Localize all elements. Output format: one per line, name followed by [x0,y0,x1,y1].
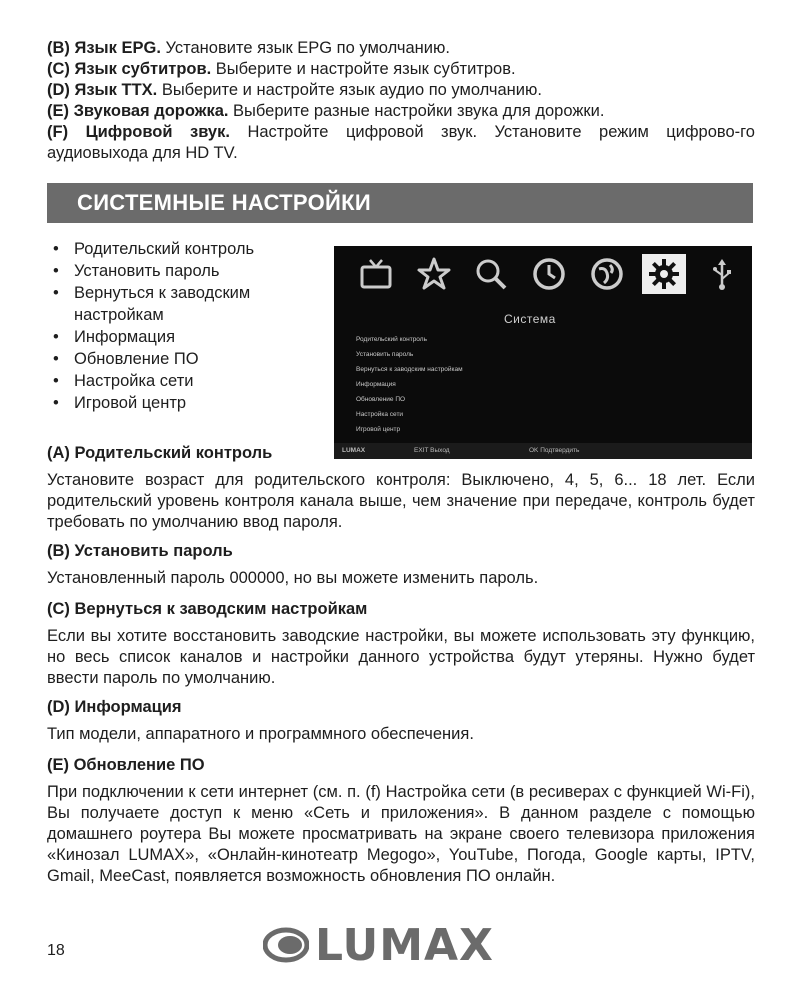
tv-menu-item: Игровой центр [356,426,401,433]
section-heading-software-update: (E) Обновление ПО [47,756,205,774]
tv-footer-brand: LUMAX [342,447,366,454]
bullet-item: • Обновление ПО [47,348,317,370]
section-body-software-update: При подключении к сети интернет (см. п. (f) Настройка сети (в ресиверах с функцией Wi-Fi), Вы получаете доступ к меню «Сеть и приложения». В данном разделе с помощью домашнего роутера Вы можете просматривать на экране своего телевизора приложения «Кинозал LUMAX», «Онлайн-кинотеатр Megogo», YouTube, Погода, Google карты, IPTV, Gmail, MeeCast, появляется возможность обновления ПО онлайн. [47,783,755,885]
star-icon [412,254,456,294]
item-audio-track: (E) Звуковая дорожка. Выберите разные настройки звука для дорожки. [47,102,605,120]
page-number: 18 [47,942,65,959]
section-heading-password: (B) Установить пароль [47,542,233,560]
tv-menu-item: Родительский контроль [356,336,427,343]
tv-menu-item: Информация [356,381,396,388]
tv-menu-item: Установить пароль [356,351,414,358]
section-body-password: Установленный пароль 000000, но вы можете изменить пароль. [47,569,539,587]
item-subtitle-language: (C) Язык субтитров. Выберите и настройте язык субтитров. [47,60,516,78]
item-digital-sound: (F) Цифровой звук. Настройте цифровой звук. Установите режим цифрово-го аудиовыхода для HD TV. [47,123,755,162]
tv-menu-item: Настройка сети [356,411,404,418]
tv-menu-item: Обновление ПО [356,396,406,403]
clock-icon [527,254,571,294]
section-title-banner: СИСТЕМНЫЕ НАСТРОЙКИ [47,183,753,223]
tv-menu-item: Вернуться к заводским настройкам [356,366,463,373]
item-epg-language: (B) Язык EPG. Установите язык EPG по умолчанию. [47,39,450,57]
bullet-item: • Вернуться к заводским настройкам [47,282,317,326]
usb-icon [700,254,744,294]
tv-menu-screenshot [334,246,752,459]
bullet-item: • Игровой центр [47,392,317,414]
bullet-item: • Установить пароль [47,260,317,282]
search-icon [469,254,513,294]
item-ttx-language: (D) Язык ТТХ. Выберите и настройте язык аудио по умолчанию. [47,81,542,99]
section-body-factory-reset: Если вы хотите восстановить заводские настройки, вы можете использовать эту функцию, но весь список каналов и настройки данного устройства будут утеряны. Нужно будет ввести пароль по умолчанию. [47,627,755,687]
section-heading-parental: (A) Родительский контроль [47,444,273,462]
tv-icon [354,254,398,294]
tv-footer-bar [334,443,752,459]
tv-menu-title: Система [504,312,556,326]
lumax-logo-mark-icon [263,927,309,963]
globe-icon [585,254,629,294]
settings-bullet-list [47,238,317,414]
gear-icon [642,254,686,294]
section-body-information: Тип модели, аппаратного и программного обеспечения. [47,725,474,743]
logo-text: LUMAX [315,919,494,971]
tv-footer-exit: EXIT Выход [414,447,450,454]
section-body-parental: Установите возраст для родительского контроля: Выключено, 4, 5, 6... 18 лет. Если родительский уровень контроля канала выше, чем значение при передаче, контроль будет требовать по умолчанию ввод пароля. [47,471,755,531]
tv-icon-bar [354,252,744,296]
section-heading-information: (D) Информация [47,698,182,716]
section-heading-factory-reset: (C) Вернуться к заводским настройкам [47,600,368,618]
tv-menu-list [356,332,463,437]
bullet-item: • Информация [47,326,317,348]
lumax-logo [263,920,494,970]
tv-footer-ok: OK Подтвердить [529,447,580,454]
bullet-item: • Родительский контроль [47,238,317,260]
bullet-item: • Настройка сети [47,370,317,392]
